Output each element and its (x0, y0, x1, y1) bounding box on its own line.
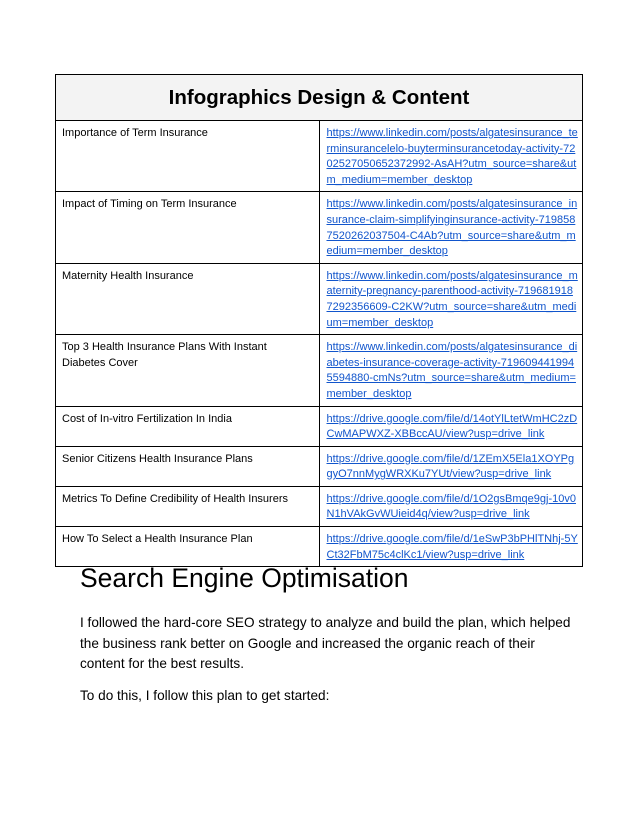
table-title: Infographics Design & Content (56, 75, 583, 121)
row-topic: Senior Citizens Health Insurance Plans (56, 446, 320, 486)
seo-paragraph: I followed the hard-core SEO strategy to analyze and build the plan, which helped the business rank better on Google and increased the organic reach of their content for the best results. (80, 615, 571, 671)
seo-followup: To do this, I follow this plan to get started: (80, 688, 330, 703)
infographics-table (55, 74, 583, 567)
row-link[interactable]: https://drive.google.com/file/d/1ZEmX5Ela1XOYPggyO7nnMygWRXKu7YUt/view?usp=drive_link (326, 452, 575, 481)
row-link[interactable]: https://drive.google.com/file/d/14otYlLtetWmHC2zDCwMAPWXZ-XBBccAU/view?usp=drive_link (326, 412, 578, 441)
row-topic: Top 3 Health Insurance Plans With Instant Diabetes Cover (56, 335, 320, 406)
row-link[interactable]: https://drive.google.com/file/d/1eSwP3bPHlTNhj-5YCt32FbM75c4clKc1/view?usp=drive_link (326, 533, 578, 561)
row-topic: Cost of In-vitro Fertilization In India (56, 406, 320, 446)
row-topic: Metrics To Define Credibility of Health Insurers (56, 486, 320, 526)
table-row (56, 406, 583, 446)
row-link[interactable]: https://www.linkedin.com/posts/algatesinsurance_maternity-pregnancy-parenthood-activity-7196819187292356609-C2KW?utm_source=share&utm_medium=member_desktop (326, 269, 578, 329)
row-topic: Maternity Health Insurance (56, 263, 320, 334)
table-row (56, 263, 583, 334)
row-link[interactable]: https://www.linkedin.com/posts/algatesinsurance_terminsurancelelo-buyterminsurancetoday-activity-7202527050652372992-AsAH?utm_source=share&utm_medium=member_desktop (326, 127, 578, 186)
table-row (56, 486, 583, 526)
seo-heading: Search Engine Optimisation (80, 563, 409, 593)
table-row (56, 121, 583, 192)
table-row (56, 192, 583, 263)
row-link[interactable]: https://www.linkedin.com/posts/algatesinsurance_insurance-claim-simplifyinginsurance-activity-7198587520262037504-C4Ab?utm_source=share&utm_medium=member_desktop (326, 198, 578, 258)
row-topic: Impact of Timing on Term Insurance (56, 192, 320, 263)
row-topic: Importance of Term Insurance (56, 121, 320, 192)
table-row (56, 446, 583, 486)
table-row (56, 335, 583, 406)
row-link[interactable]: https://drive.google.com/file/d/1O2gsBmqe9gj-10v0N1hVAkGvWUieid4q/view?usp=drive_link (326, 492, 576, 521)
row-link[interactable]: https://www.linkedin.com/posts/algatesinsurance_diabetes-insurance-coverage-activity-7196094419945594880-cmNs?utm_source=share&utm_medium=member_desktop (326, 341, 578, 400)
table-header-row (56, 75, 583, 121)
table-row (56, 527, 583, 567)
row-topic: How To Select a Health Insurance Plan (56, 527, 320, 567)
